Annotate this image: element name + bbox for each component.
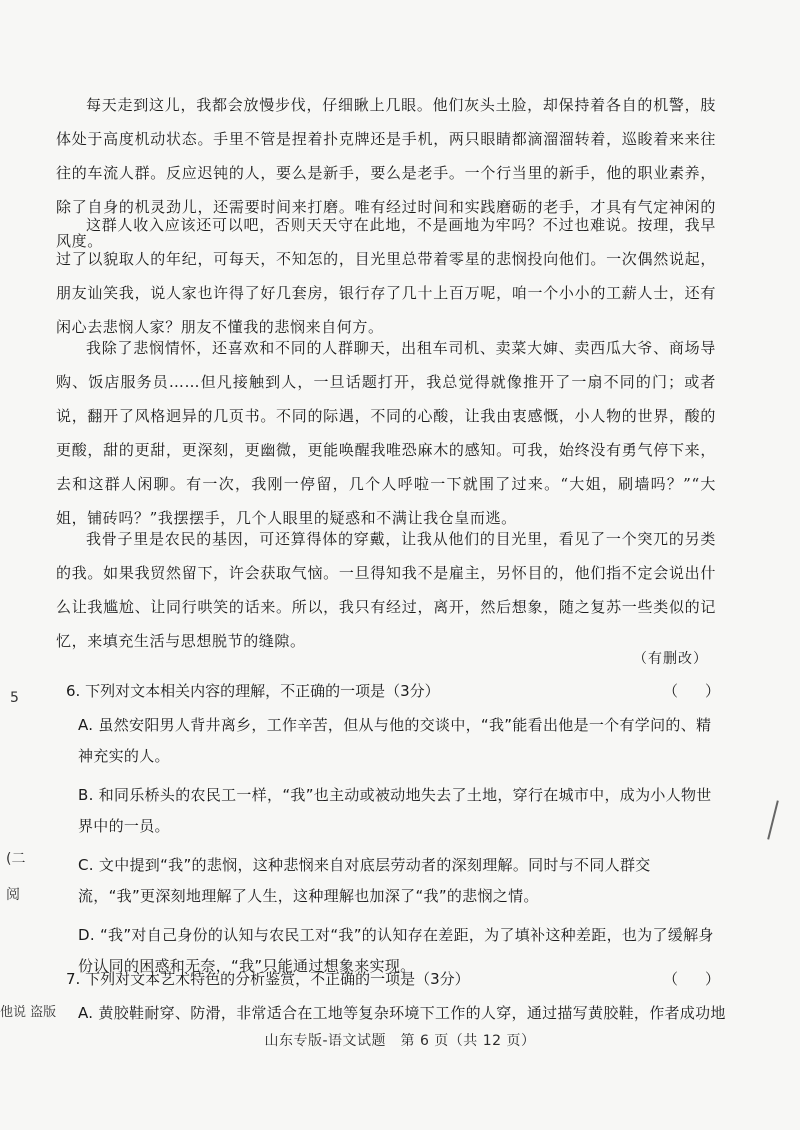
answer-bracket: （ ）	[662, 970, 726, 988]
margin-mark: (二	[6, 851, 26, 867]
question-7	[56, 968, 726, 1029]
question-6-option-b: B. 和同乐桥头的农民工一样，“我”也主动或被动地失去了土地，穿行在城市中，成为小人物世界中的一员。	[78, 786, 712, 835]
question-6-option-a: A. 虽然安阳男人背井离乡，工作辛苦，但从与他的交谈中，“我”能看出他是一个有学问的、精神充实的人。	[78, 716, 712, 765]
pencil-mark	[767, 800, 779, 839]
question-6	[56, 680, 726, 982]
page-footer: 山东专版-语文试题 第 6 页（共 12 页）	[264, 1033, 536, 1049]
passage-paragraph-1: 每天走到这儿，我都会放慢步伐，仔细瞅上几眼。他们灰头土脸，却保持着各自的机警，肢体处于高度机动状态。手里不管是捏着扑克牌还是手机，两只眼睛都滴溜溜转着，巡睃着来来往往的车流人群。反应迟钝的人，要么是新手，要么是老手。一个行当里的新手，他的职业素养，除了自身的机灵劲儿，还需要时间来打磨。唯有经过时间和实践磨砺的老手，才具有气定神闲的风度。	[56, 96, 716, 250]
question-7-text: 7. 下列对文本艺术特色的分析鉴赏，不正确的一项是（3分）	[66, 970, 470, 988]
question-7-option-a: A. 黄胶鞋耐穿、防滑，非常适合在工地等复杂环境下工作的人穿，通过描写黄胶鞋，作者成功地	[78, 1004, 726, 1022]
question-6-option-c: C. 文中提到“我”的悲悯，这种悲悯来自对底层劳动者的深刻理解。同时与不同人群交流，“我”更深刻地理解了人生，这种理解也加深了“我”的悲悯之情。	[78, 856, 651, 905]
passage-paragraph-4: 我骨子里是农民的基因，可还算得体的穿戴，让我从他们的目光里，看见了一个突兀的另类的我。如果我贸然留下，许会获取气恼。一旦得知我不是雇主，另怀目的，他们指不定会说出什么让我尴尬、让同行哄笑的话来。所以，我只有经过，离开，然后想象，随之复苏一些类似的记忆，来填充生活与思想脱节的缝隙。	[56, 530, 716, 650]
question-6-stem	[56, 680, 726, 702]
passage-paragraph-2: 这群人收入应该还可以吧，否则天天守在此地，不是画地为牢吗？不过也难说。按理，我早过了以貌取人的年纪，可每天，不知怎的，目光里总带着零星的悲悯投向他们。一次偶然说起，朋友讪笑我，说人家也许得了好几套房，银行存了几十上百万呢，咱一个小小的工薪人士，还有闲心去悲悯人家？朋友不懂我的悲悯来自何方。	[56, 216, 716, 336]
margin-mark: 阅	[6, 887, 20, 903]
question-7-stem	[56, 968, 726, 990]
answer-bracket: （ ）	[662, 682, 726, 700]
question-6-text: 6. 下列对文本相关内容的理解，不正确的一项是（3分）	[66, 682, 440, 700]
passage-paragraph-3: 我除了悲悯情怀，还喜欢和不同的人群聊天，出租车司机、卖菜大婶、卖西瓜大爷、商场导购、饭店服务员……但凡接触到人，一旦话题打开，我总觉得就像推开了一扇不同的门；或者说，翻开了风格迥异的几页书。不同的际遇，不同的心酸，让我由衷感慨，小人物的世界，酸的更酸，甜的更甜，更深刻，更幽微，更能唤醒我唯恐麻木的感知。可我，始终没有勇气停下来，去和这群人闲聊。有一次，我刚一停留，几个人呼啦一下就围了过来。“大姐，刷墙吗？”“大姐，铺砖吗？”我摆摆手，几个人眼里的疑惑和不满让我仓皇而逃。	[56, 339, 716, 527]
source-note: （有删改）	[633, 651, 708, 667]
question-6-option-d: D. “我”对自己身份的认知与农民工对“我”的认知存在差距，为了填补这种差距，也为了缓解身份认同的困惑和无奈，“我”只能通过想象来实现。	[78, 926, 714, 975]
margin-mark: 5	[10, 690, 19, 706]
margin-mark: 他说 盗版	[0, 1005, 57, 1020]
